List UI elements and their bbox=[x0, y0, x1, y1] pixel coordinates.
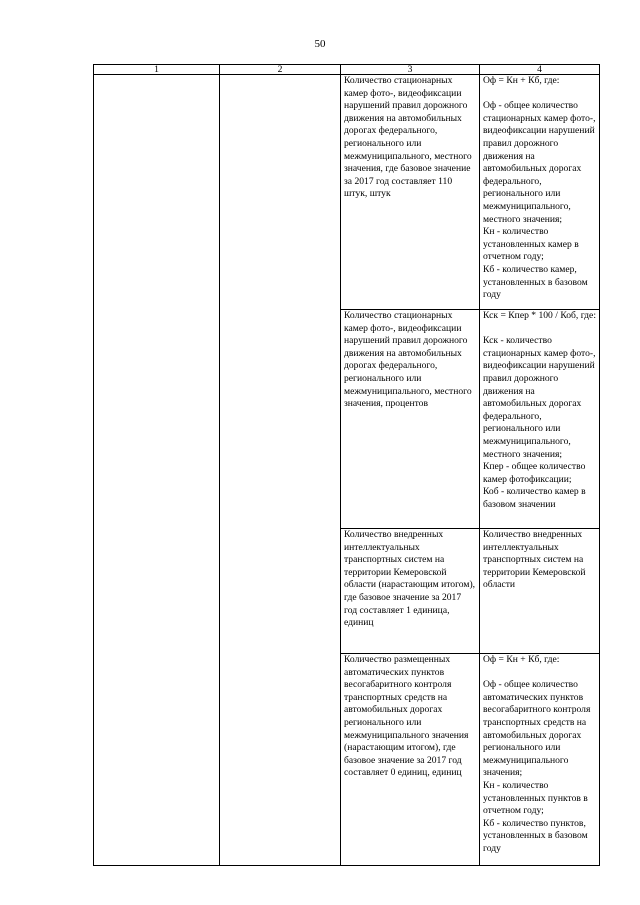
indicator-name-cell: Количество внедренных интеллектуальных транспортных систем на территории Кемеровской области (нарастающим итогом), где базовое значение за 2017 год составляет 1 единица, единиц bbox=[341, 529, 480, 654]
column-2-cell bbox=[220, 75, 341, 866]
calculation-method-cell: Оф = Кн + Кб, где: Оф - общее количество стационарных камер фото-, видеофиксации нарушений правил дорожного движения на автомобильных дорогах федерального, регионального или межмуниципального, местного значения; Кн - количество установленных камер в отчетном году; Кб - количество камер, установленных в базовом году bbox=[480, 75, 600, 310]
column-header-2: 2 bbox=[220, 65, 341, 75]
column-header-1: 1 bbox=[94, 65, 220, 75]
calculation-method-cell: Оф = Кн + Кб, где: Оф - общее количество автоматических пунктов весогабаритного контроля транспортных средств на автомобильных дорогах регионального или межмуниципального значения; Кн - количество установленных пунктов в отчетном году; Кб - количество пунктов, установленных в базовом году bbox=[480, 654, 600, 866]
calculation-method-cell: Кск = Кпер * 100 / Коб, где: Кск - количество стационарных камер фото-, видеофиксации нарушений правил дорожного движения на автомобильных дорогах федерального, регионального или межмуниципального, местного значения; Кпер - общее количество камер фотофиксации; Коб - количество камер в базовом значении bbox=[480, 310, 600, 529]
column-1-cell bbox=[94, 75, 220, 866]
indicator-name-cell: Количество стационарных камер фото-, видеофиксации нарушений правил дорожного движения на автомобильных дорогах федерального, регионального или межмуниципального, местного значения, где базовое значение за 2017 год составляет 110 штук, штук bbox=[341, 75, 480, 310]
page-number: 50 bbox=[314, 38, 326, 50]
indicator-name-cell: Количество стационарных камер фото-, видеофиксации нарушений правил дорожного движения на автомобильных дорогах федерального, регионального или межмуниципального, местного значения, процентов bbox=[341, 310, 480, 529]
column-header-4: 4 bbox=[480, 65, 600, 75]
table-header-row bbox=[94, 65, 600, 75]
column-header-3: 3 bbox=[341, 65, 480, 75]
indicators-table bbox=[93, 64, 600, 866]
calculation-method-cell: Количество внедренных интеллектуальных транспортных систем на территории Кемеровской области bbox=[480, 529, 600, 654]
indicator-name-cell: Количество размещенных автоматических пунктов весогабаритного контроля транспортных средств на автомобильных дорогах регионального или межмуниципального значения (нарастающим итогом), где базовое значение за 2017 год составляет 0 единиц, единиц bbox=[341, 654, 480, 866]
table-row bbox=[94, 75, 600, 310]
